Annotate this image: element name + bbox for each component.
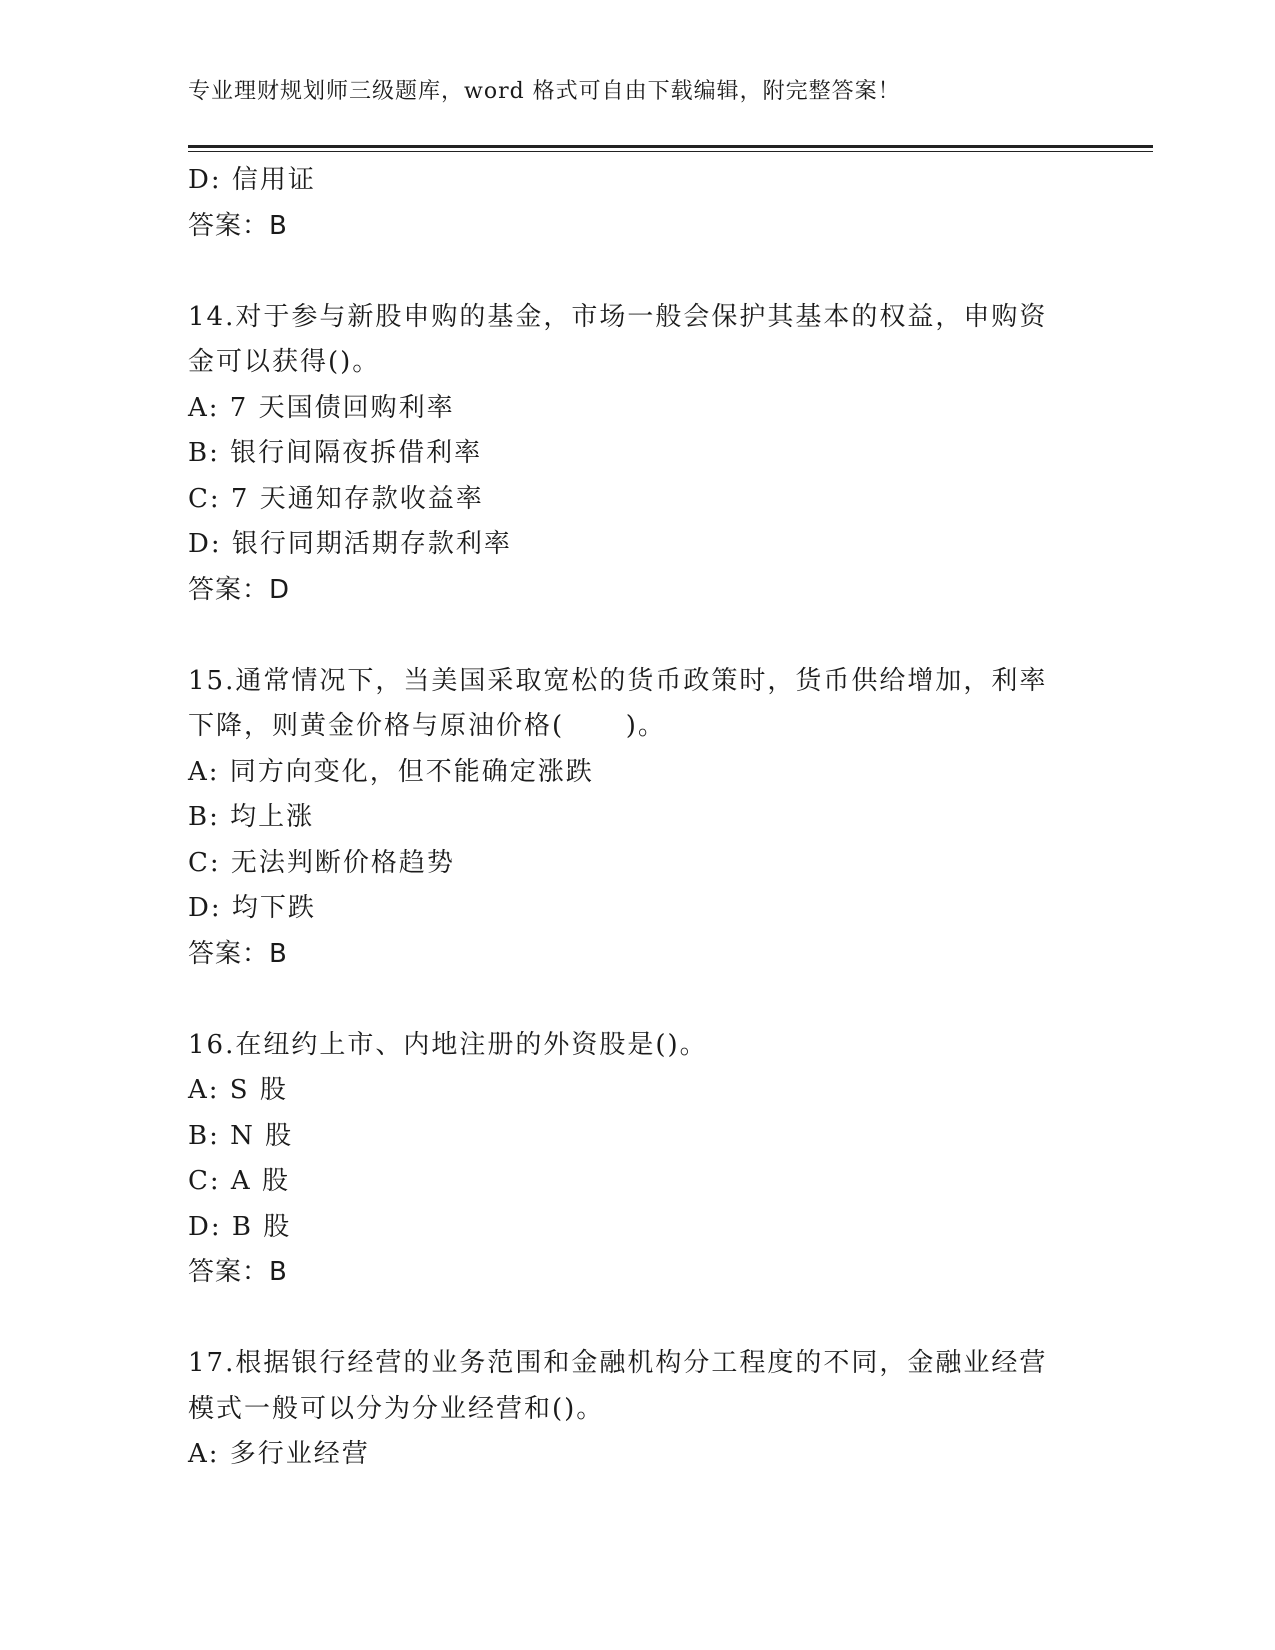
option-a: A: 7 天国债回购利率	[188, 392, 455, 423]
option-b: B: 均上涨	[188, 802, 315, 832]
spacer	[188, 1296, 1088, 1342]
question-stem: 14.对于参与新股申购的基金，市场一般会保护其基本的权益，申购资	[188, 301, 1048, 332]
spacer	[188, 977, 1088, 1023]
question-17	[188, 1341, 1088, 1478]
answer: 答案：B	[188, 210, 288, 241]
question-content	[188, 158, 1088, 1478]
option-d: D: 银行同期活期存款利率	[188, 529, 512, 559]
question-stem: 模式一般可以分为分业经营和()。	[188, 1393, 605, 1424]
option-a: A: 同方向变化，但不能确定涨跌	[188, 756, 594, 787]
option-c: C: A 股	[188, 1166, 290, 1196]
question-stem: 金可以获得()。	[188, 347, 381, 377]
option-a: A: 多行业经营	[188, 1439, 370, 1469]
answer: 答案：D	[188, 574, 291, 605]
answer: 答案：B	[188, 1257, 288, 1287]
question-16	[188, 1023, 1088, 1296]
question-14	[188, 295, 1088, 614]
option-b: B: 银行间隔夜拆借利率	[188, 438, 483, 468]
option-b: B: N 股	[188, 1120, 294, 1151]
question-stem: 下降，则黄金价格与原油价格( )。	[188, 711, 666, 741]
option-d: D: 均下跌	[188, 893, 316, 923]
option-c: C: 7 天通知存款收益率	[188, 483, 484, 514]
question-stem: 17.根据银行经营的业务范围和金融机构分工程度的不同，金融业经营	[188, 1348, 1048, 1378]
header-divider-thick	[188, 145, 1153, 148]
option-d: D: 信用证	[188, 165, 316, 195]
spacer	[188, 613, 1088, 659]
header-divider-thin	[188, 151, 1153, 152]
answer: 答案：B	[188, 938, 288, 969]
option-d: D: B 股	[188, 1211, 292, 1242]
option-a: A: S 股	[188, 1075, 288, 1105]
page-header: 专业理财规划师三级题库，word 格式可自由下载编辑，附完整答案！	[188, 79, 901, 104]
spacer	[188, 249, 1088, 295]
option-c: C: 无法判断价格趋势	[188, 847, 455, 878]
question-stem: 15.通常情况下，当美国采取宽松的货币政策时，货币供给增加，利率	[188, 665, 1048, 696]
question-15	[188, 659, 1088, 978]
question-stem: 16.在纽约上市、内地注册的外资股是()。	[188, 1029, 708, 1060]
